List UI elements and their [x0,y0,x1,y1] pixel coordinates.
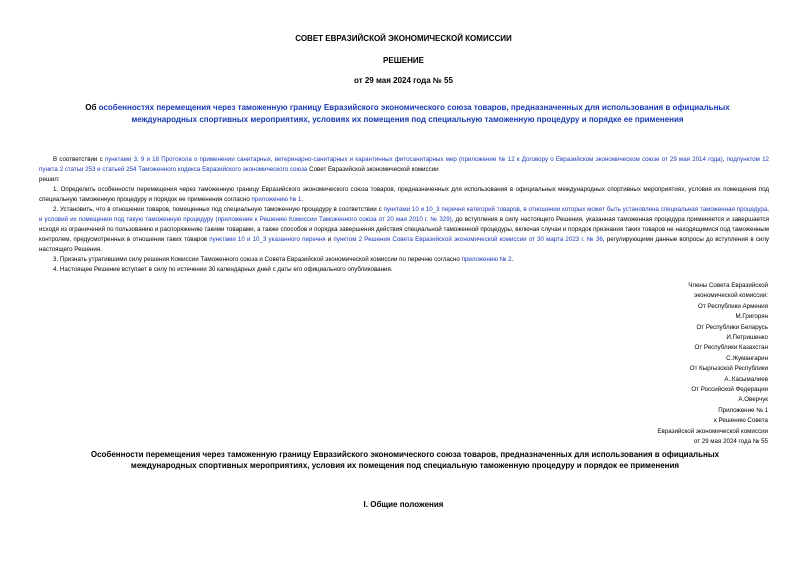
paragraph-3 [39,255,769,265]
intro-text-3: Совет Евразийской экономической комиссии [307,166,439,173]
annex-reference-line: Евразийской экономической комиссии [657,427,768,435]
p2-text-1: 2. Установить, что в отношении товаров, помещенных под специальную таможенную процедуру в соответствии с [53,206,384,213]
signature-line: От Российской Федерации [691,386,768,394]
signature-line: А..Касымалиев [724,375,768,383]
p1-text-2: . [301,196,304,203]
signature-line: От Республики Армения [698,302,768,310]
document-heading [55,102,760,126]
intro-text-2: , [722,156,727,163]
intro-text-1: В соответствии с [53,156,105,163]
heading-prefix: Об [85,103,99,112]
p1-link-annex1[interactable]: приложению № 1 [251,196,302,203]
p2-link-decision-36[interactable]: пунктом 2 Решения Совета Евразийской экономической комиссии от 30 марта 2023 г. № 36 [333,236,603,243]
annex-reference-line: от 29 мая 2024 года № 55 [693,438,768,446]
p2-link-list-items[interactable]: пунктами 10 и 10_3 перечня категорий товаров, в отношении которых может быть установлена специальная таможенная процедура, и условий их помещения под такую таможенную процедуру [39,206,769,223]
document-date-number: от 29 мая 2024 года № 55 [354,76,453,85]
annex-reference-line: Приложение № 1 [718,406,768,414]
signature-line: И.Петришенко [726,334,768,342]
p3-link-annex2[interactable]: приложению № 2 [461,256,512,263]
signature-line: А.Оверчук [738,396,768,404]
signature-line: экономической комиссии: [694,292,768,300]
signature-line: От Кыргызской Республики [689,365,768,373]
signature-line: От Республики Казахстан [694,344,768,352]
decided-label: решил: [39,176,60,183]
paragraph-4 [39,265,769,275]
p2-link-decision-329[interactable]: (приложение к Решению Комиссии Таможенного союза от 20 мая 2010 г. № 329) [215,216,452,223]
heading-link[interactable]: особенностях перемещения через таможенную границу Евразийского экономического союза товаров, предназначенных для использования в официальных международных спортивных мероприятиях, условиях их помещения под специальную таможенную процедуру и порядке ее применения [98,103,730,124]
signature-line: Члены Совета Евразийской [688,282,768,289]
paragraph-2 [39,205,769,255]
signature-block [508,281,768,448]
signature-line: М.Григорян [735,313,768,321]
p2-text-4: и [325,236,334,243]
p3-text-2: . [511,256,514,263]
intro-link-protocol[interactable]: пунктами 3, 9 и 18 Протокола о применении санитарных, ветеринарно-санитарных и карантинных фитосанитарных мер (приложение № 12 к Договору о Евразийском экономическом союзе от 29 мая 2014 года) [104,156,723,163]
p2-text-5: , регулирующими данные вопросы до вступления в силу настоящего Решения. [39,236,770,253]
p2-link-list-points[interactable]: пунктами 10 и 10_3 указанного перечня [209,236,326,243]
p3-text-1: 3. Признать утратившими силу решения Комиссии Таможенного союза и Совета Евразийской экономической комиссии по перечню согласно [53,256,462,263]
p2-text-3: , до вступления в силу настоящего Решения, указанная таможенная процедура применяется и завершается исходя из ограничений по пользованию и распоряжению такими товарами, а также способов и порядка завершения действия специальной таможенной процедуры, включая случаи и порядок признания таких товаров не находящимися под таможенным контролем, предусмотренных в отношении таких товаров [39,216,769,243]
decision-body [39,155,769,275]
signature-line: С.Жумангарин [726,354,768,362]
intro-paragraph [39,155,769,175]
paragraph-1 [39,185,769,205]
p1-text-1: 1. Определить особенности перемещения через таможенную границу Евразийского экономического союза товаров, предназначенных для использования в официальных международных спортивных мероприятиях, условия их помещения под специальную таможенную процедуру и порядок ее применения согласно [39,186,769,203]
document-type: РЕШЕНИЕ [383,56,424,65]
issuing-body: СОВЕТ ЕВРАЗИЙСКОЙ ЭКОНОМИЧЕСКОЙ КОМИССИИ [295,34,512,43]
p4-text-1: 4. Настоящее Решение вступает в силу по истечении 30 календарных дней с даты его официального опубликования. [53,266,393,273]
section-title: I. Общие положения [363,500,444,509]
intro-link-customs-code[interactable]: подпунктом 12 пункта 2 статьи 253 и статьей 254 Таможенного кодекса Евразийского экономического союза [39,156,769,173]
annex-reference-line: к Решению Совета [714,417,768,425]
signature-line: От Республики Беларусь [696,323,768,331]
annex-title: Особенности перемещения через таможенную границу Евразийского экономического союза товаров, предназначенных для использования в официальных международных спортивных мероприятиях, условия их помещения под специальную таможенную процедуру и порядок ее применения [90,450,720,470]
